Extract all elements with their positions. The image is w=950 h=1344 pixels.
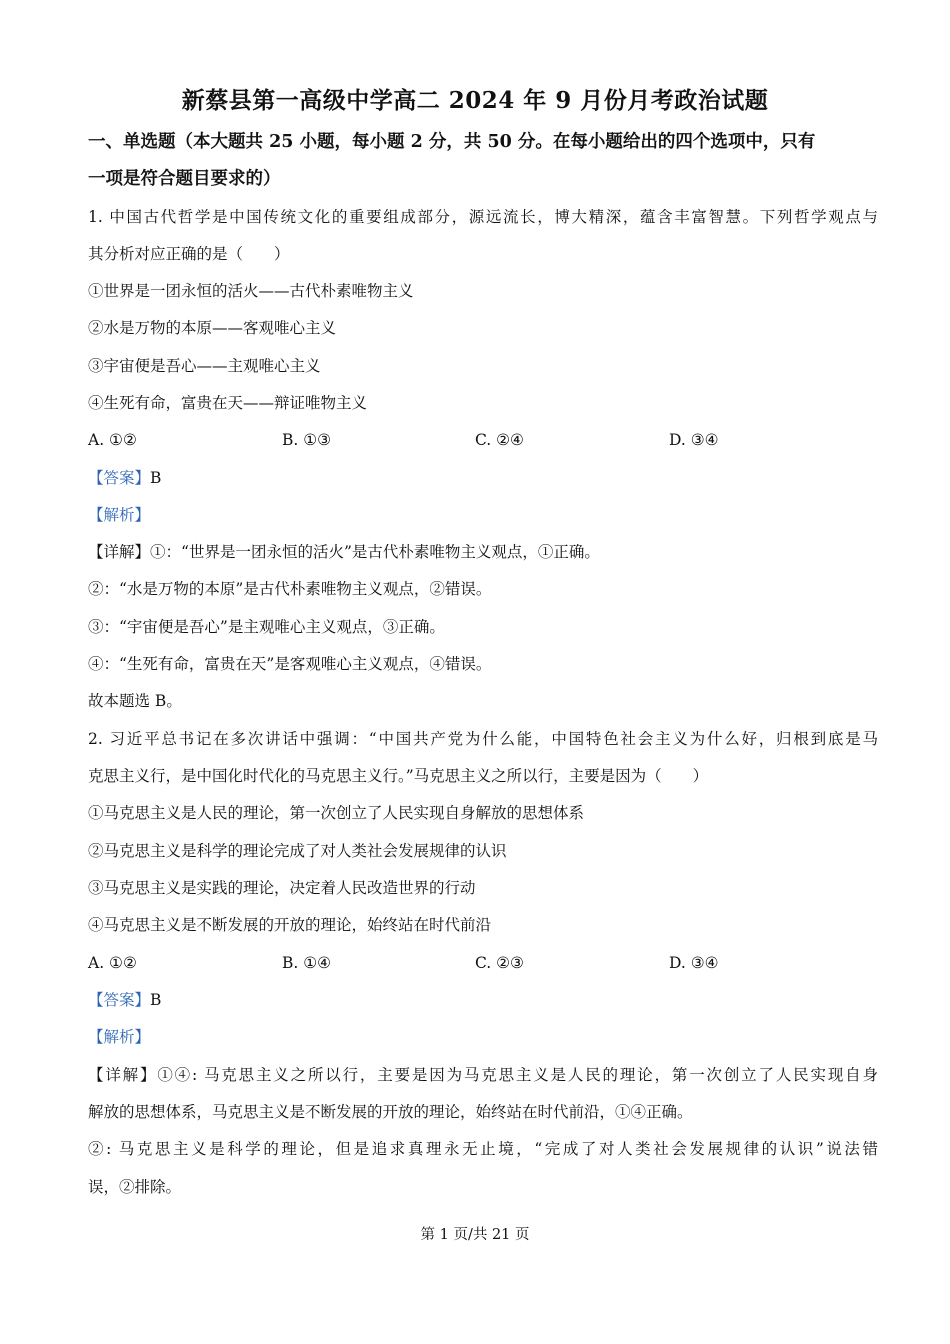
q2-analysis — [88, 1026, 878, 1048]
q1-detail-line-3: ③：“宇宙便是吾心”是主观唯心主义观点，③正确。 — [88, 618, 445, 636]
q2-detail-line-1 — [88, 1064, 878, 1086]
q1-detail-text-1: ①：“世界是一团永恒的活火”是古代朴素唯物主义观点，①正确。 — [150, 543, 600, 561]
q2-option-2: ②马克思主义是科学的理论完成了对人类社会发展规律的认识 — [88, 842, 507, 860]
q2-choice-a: A. ①② — [88, 954, 137, 972]
q1-stem-line-1: 1. 中国古代哲学是中国传统文化的重要组成部分，源远流长，博大精深，蕴含丰富智慧。下列哲学观点与 — [88, 208, 878, 226]
section-heading-line-1: 一、单选题（本大题共 25 小题，每小题 2 分，共 50 分。在每小题给出的四个选项中，只有 — [88, 132, 816, 152]
q2-detail-tag: 【详解】 — [88, 1066, 158, 1084]
q1-answer-tag: 【答案】 — [88, 469, 151, 487]
q2-choice-c: C. ②③ — [475, 954, 524, 972]
q2-detail-text-1: ①④: 马克思主义之所以行，主要是因为马克思主义是人民的理论，第一次创立了人民实现自身 — [157, 1066, 878, 1084]
q1-analysis — [88, 504, 878, 526]
q1-choice-c: C. ②④ — [475, 431, 524, 449]
q2-option-3: ③马克思主义是实践的理论，决定着人民改造世界的行动 — [88, 879, 476, 897]
q1-detail-line-5: 故本题选 B。 — [88, 692, 182, 710]
q1-choice-b: B. ①③ — [282, 431, 332, 449]
q2-analysis-tag: 【解析】 — [88, 1028, 151, 1046]
q2-option-1: ①马克思主义是人民的理论，第一次创立了人民实现自身解放的思想体系 — [88, 804, 585, 822]
q2-detail-line-2: 解放的思想体系，马克思主义是不断发展的开放的理论，始终站在时代前沿，①④正确。 — [88, 1103, 693, 1121]
q1-detail-tag: 【详解】 — [88, 543, 151, 561]
q1-option-4: ④生死有命，富贵在天——辩证唯物主义 — [88, 394, 368, 412]
q1-option-1: ①世界是一团永恒的活火——古代朴素唯物主义 — [88, 282, 414, 300]
q1-detail-line-2: ②：“水是万物的本原”是古代朴素唯物主义观点，②错误。 — [88, 580, 492, 598]
q1-option-3: ③宇宙便是吾心——主观唯心主义 — [88, 357, 321, 375]
q2-choice-d: D. ③④ — [669, 954, 719, 972]
q2-detail-line-4: 误，②排除。 — [88, 1178, 182, 1196]
q1-detail-line-4: ④：“生死有命，富贵在天”是客观唯心主义观点，④错误。 — [88, 655, 492, 673]
q1-answer — [88, 467, 878, 489]
q1-stem-line-2: 其分析对应正确的是（ ） — [88, 245, 290, 263]
q2-option-4: ④马克思主义是不断发展的开放的理论，始终站在时代前沿 — [88, 916, 492, 934]
q1-answer-value: B — [150, 469, 162, 487]
q1-detail-line-1 — [88, 541, 878, 563]
q2-stem-line-2: 克思主义行，是中国化时代化的马克思主义行。”马克思主义之所以行，主要是因为（ ） — [88, 767, 709, 785]
page-title: 新蔡县第一高级中学高二 2024 年 9 月份月考政治试题 — [181, 87, 769, 114]
q2-stem-line-1: 2. 习近平总书记在多次讲话中强调：“中国共产党为什么能，中国特色社会主义为什么好，归根到底是马 — [88, 730, 878, 748]
q1-option-2: ②水是万物的本原——客观唯心主义 — [88, 319, 337, 337]
q1-choice-d: D. ③④ — [669, 431, 719, 449]
q2-answer-value: B — [150, 991, 162, 1009]
q1-choice-a: A. ①② — [88, 431, 137, 449]
q2-answer-tag: 【答案】 — [88, 991, 151, 1009]
q2-choice-b: B. ①④ — [282, 954, 332, 972]
q1-analysis-tag: 【解析】 — [88, 506, 151, 524]
page-footer: 第 1 页/共 21 页 — [420, 1227, 530, 1243]
q2-answer — [88, 989, 878, 1011]
q2-detail-line-3: ②: 马克思主义是科学的理论，但是追求真理永无止境，“完成了对人类社会发展规律的认识”说法错 — [88, 1140, 878, 1158]
section-heading-line-2: 一项是符合题目要求的） — [88, 169, 281, 189]
